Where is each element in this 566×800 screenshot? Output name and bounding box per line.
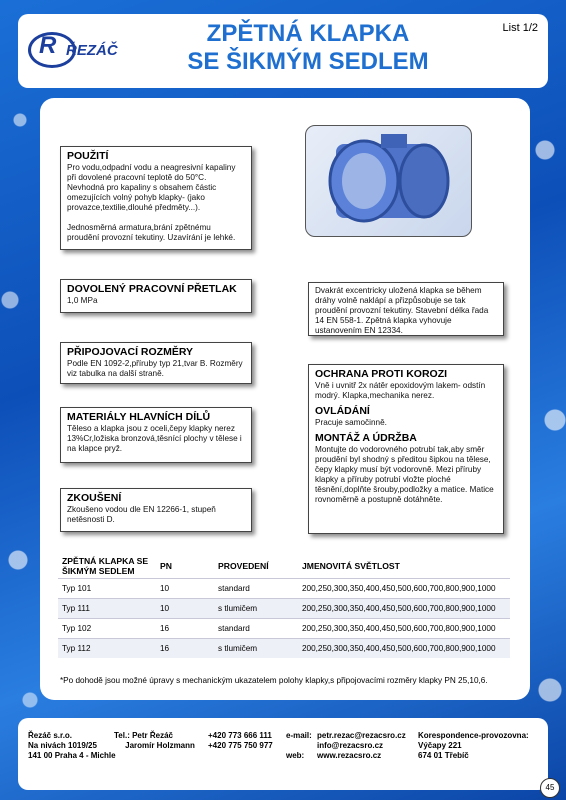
footer-tel-label: Tel.: Petr Řezáč Jaromír Holzmann <box>114 731 195 750</box>
table-row: Typ 101 10 standard 200,250,300,350,400,450,500,600,700,800,900,1000 <box>58 579 510 599</box>
page-title: ZPĚTNÁ KLAPKA SE ŠIKMÝM SEDLEM <box>187 20 429 75</box>
footer-email-label: e-mail: web: <box>286 731 312 760</box>
section-koroze-montaz: OCHRANA PROTI KOROZI Vně i uvnitř 2x nátěr epoxidovým lakem- odstín modrý. Klapka,mechanika nerez. OVLÁDÁNÍ Pracuje samočinně. MONTÁŽ A ÚDRŽBA Montujte do vodorovného potrubí tak,aby směr proudění byl shodný s předitou šipkou na tělese, čepy klapky musí být vodorovně. Mezi příruby klapky a příruby potrubí vložte ploché těsnění,doplňte šrouby,podložky a matice. Matice rovnoměrně a postupně dotáhněte. <box>308 364 504 534</box>
table-row: Typ 112 16 s tlumičem 200,250,300,350,400,450,500,600,700,800,900,1000 <box>58 639 510 659</box>
section-tlak: DOVOLENÝ PRACOVNÍ PŘETLAK 1,0 MPa <box>60 279 252 313</box>
sheet-number: List 1/2 <box>502 22 538 34</box>
footer-company: Řezáč s.r.o. Na nivách 1019/25 141 00 Praha 4 - Michle <box>28 731 116 760</box>
company-logo: R ŘEZÁČ <box>28 26 116 74</box>
section-materialy: MATERIÁLY HLAVNÍCH DÍLŮ Těleso a klapka jsou z oceli,čepy klapky nerez 13%Cr,ložiska bronzová,těsnící plochy v tělese i na klapce pryž. <box>60 407 252 463</box>
section-pripojovaci: PŘIPOJOVACÍ ROZMĚRY Podle EN 1092-2,příruby typ 21,tvar B. Rozměry viz tabulka na další straně. <box>60 342 252 384</box>
section-popis: Dvakrát excentricky uložená klapka se během dráhy volně naklápí a přizpůsobuje se tak proudění provozní tekutiny. Stavební délka řada 14 EN 558-1. Zpětná klapka vyhovuje ustanovením EN 12334. <box>308 282 504 336</box>
footer-contacts: petr.rezac@rezacsro.cz info@rezacsro.cz www.rezacsro.cz <box>317 731 406 760</box>
footer-address: Korespondence-provozovna: Výčapy 221 674 01 Třebíč <box>418 731 529 760</box>
table-header: ZPĚTNÁ KLAPKA SE ŠIKMÝM SEDLEM PN PROVEDENÍ JMENOVITÁ SVĚTLOST <box>62 556 400 576</box>
table-row: Typ 102 16 standard 200,250,300,350,400,450,500,600,700,800,900,1000 <box>58 619 510 639</box>
valve-image <box>305 125 472 237</box>
footer <box>18 718 548 790</box>
section-pouziti: POUŽITÍ Pro vodu,odpadní vodu a neagresivní kapaliny při dovolené pracovní teplotě do 50°C. Nevhodná pro kapaliny s obsahem částic omezujících volný pohyb klapky- (jako provazce,textilie,dlouhé předměty...). Jednosměrná armatura,brání zpětnému proudění provozní tekutiny. Uzavírání je lehké. <box>60 146 252 250</box>
section-zkouseni: ZKOUŠENÍ Zkoušeno vodou dle EN 12266-1, stupeň netěsnosti D. <box>60 488 252 532</box>
content-panel <box>40 98 530 700</box>
types-table <box>58 554 510 658</box>
page-number: 45 <box>540 778 560 798</box>
footnote: *Po dohodě jsou možné úpravy s mechanickým ukazatelem polohy klapky,s připojovacími rozměry klapky PN 25,10,6. <box>60 676 488 685</box>
header <box>18 14 548 88</box>
table-row: Typ 111 10 s tlumičem 200,250,300,350,400,450,500,600,700,800,900,1000 <box>58 599 510 619</box>
footer-phones: +420 773 666 111 +420 775 750 977 <box>208 731 273 750</box>
